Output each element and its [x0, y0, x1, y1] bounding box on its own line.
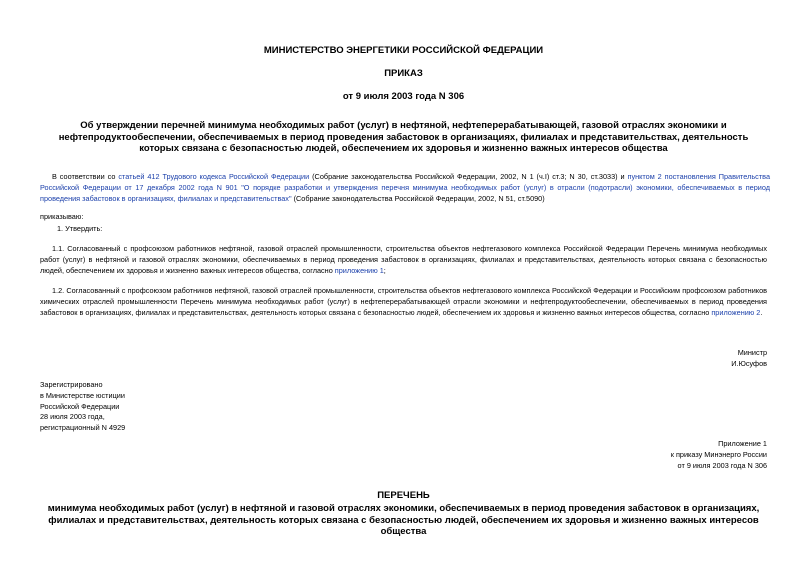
signer-role: Министр: [737, 348, 767, 357]
registration-line: Зарегистрировано: [40, 380, 103, 389]
order-date: от 9 июля 2003 года N 306: [342, 91, 465, 102]
preamble-text-2: (Собрание законодательства Российской Федерации, 2002, N 1 (ч.I) ст.3; N 30, ст.3033) и: [309, 172, 628, 181]
signer-name: И.Юсуфов: [731, 359, 767, 368]
list-description: минимума необходимых работ (услуг) в нефтяной и газовой отраслях экономики, обеспечиваемых в период проведения забастовок в организациях, филиалах и представительствах, деятельность которых связана с безопасностью людей, обеспечением их здоровья и жизненно важных интересов общества: [47, 503, 760, 537]
item-1-1-paragraph: [40, 244, 767, 276]
item-1-2-end: .: [760, 307, 763, 317]
registration-line: 28 июля 2003 года,: [40, 412, 105, 422]
appendix-1-link[interactable]: приложению 1: [334, 265, 384, 275]
list-title: ПЕРЕЧЕНЬ: [377, 490, 430, 501]
appendix-header: [671, 439, 767, 471]
ministry-title: МИНИСТЕРСТВО ЭНЕРГЕТИКИ РОССИЙСКОЙ ФЕДЕРАЦИИ: [263, 45, 544, 56]
order-word: приказываю:: [40, 212, 84, 221]
item-1-2-text: 1.2. Согласованный с профсоюзом работников нефтяной, газовой отраслей промышленности, строительства объектов нефтегазового комплекса Российской Федерации и Российским профсоюзом работников химических отраслей промышленности Перечень минимума необходимых работ (услуг) в нефтеперерабатывающей отрасли экономики и нефтепродуктообеспечении, обеспечиваемых в период проведения забастовок в организациях, филиалах и представительствах, деятельность которых связана с безопасностью людей, обеспечением их здоровья и жизненно важных интересов общества, согласно: [40, 286, 767, 317]
signature-block: [731, 347, 767, 369]
appendix-line: к приказу Минэнерго России: [670, 449, 767, 459]
appendix-2-link[interactable]: приложению 2: [711, 307, 761, 317]
approve-clause: 1. Утвердить:: [57, 224, 103, 233]
preamble-text-3: (Собрание законодательства Российской Федерации, 2002, N 51, ст.5090): [291, 193, 545, 203]
item-1-1-text: 1.1. Согласованный с профсоюзом работников нефтяной, газовой отраслей промышленности, строительства объектов нефтегазового комплекса Российской Федерации Перечень минимума необходимых работ (услуг) в нефтяной и газовой отраслях экономики, обеспечиваемых в период проведения забастовок в организациях, филиалах и представительствах, деятельность которых связана с безопасностью людей, обеспечением их здоровья и жизненно важных интересов общества, согласно: [40, 244, 767, 275]
registration-line: в Министерстве юстиции: [40, 390, 125, 400]
registration-block: [40, 380, 125, 434]
item-1-1-end: ;: [383, 265, 386, 275]
preamble-paragraph: [40, 172, 770, 204]
preamble-text-1: В соответствии со: [52, 172, 119, 181]
government-decree-link[interactable]: пунктом 2 постановления Правительства Российской Федерации от 17 декабря 2002 года N 901 "О порядке разработки и утверждения перечня минимума необходимых работ (услуг) в отрасли (подотрасли) экономики, обеспечиваемых в период проведения забастовок в организациях, филиалах и представительствах": [40, 172, 771, 203]
item-1-2-paragraph: [40, 286, 767, 318]
appendix-line: от 9 июля 2003 года N 306: [677, 460, 767, 470]
appendix-line: Приложение 1: [718, 439, 767, 448]
registration-line: Российской Федерации: [40, 401, 120, 411]
order-heading: Об утверждении перечней минимума необходимых работ (услуг) в нефтяной, нефтеперерабатывающей, газовой отраслях экономики и нефтепродуктообеспечении, обеспечиваемых в период проведения забастовок в организациях, филиалах и представительствах, деятельность которых связана с безопасностью людей, обеспечением их здоровья и жизненно важных интересов общества: [58, 120, 749, 154]
labor-code-link[interactable]: статьей 412 Трудового кодекса Российской Федерации: [118, 172, 310, 181]
registration-line: регистрационный N 4929: [40, 423, 126, 433]
order-title: ПРИКАЗ: [384, 68, 423, 79]
